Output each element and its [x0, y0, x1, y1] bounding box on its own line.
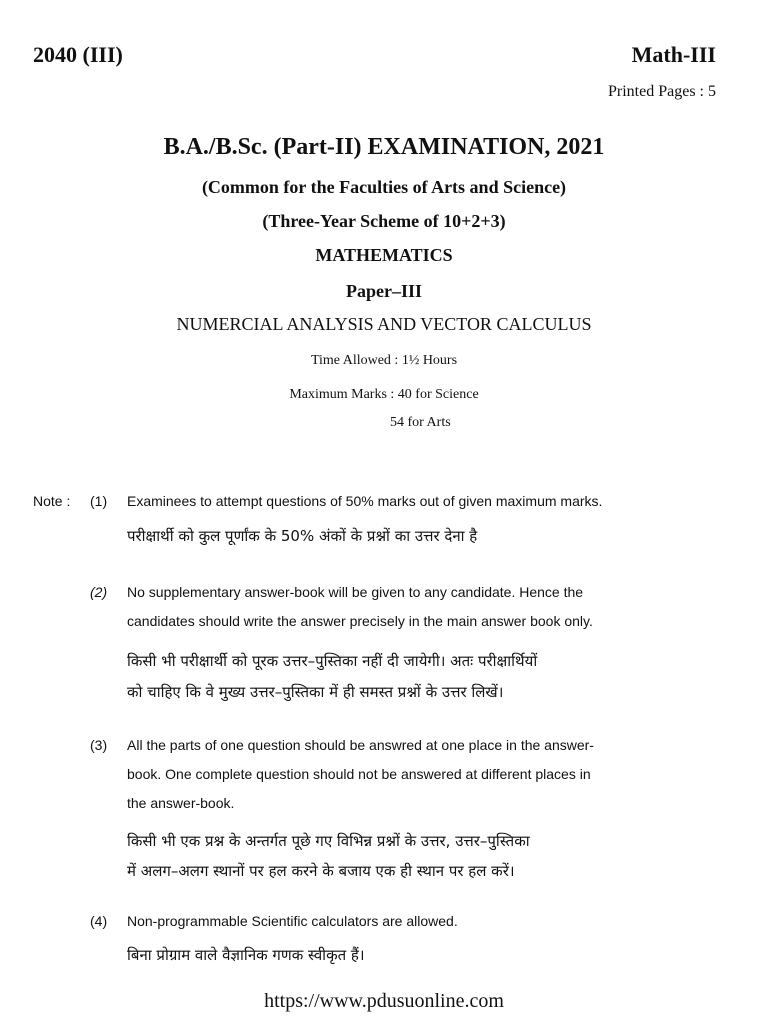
note-number: (3): [90, 737, 108, 753]
scheme-line: (Three-Year Scheme of 10+2+3): [262, 211, 506, 231]
note-hi-line: परीक्षार्थी को कुल पूर्णांक के 50% अंकों के प्रश्नों का उत्तर देना है: [127, 527, 478, 545]
paper-number: Paper–III: [346, 281, 422, 301]
footer-url[interactable]: https://www.pdusuonline.com: [264, 990, 504, 1012]
note-number: (2): [90, 584, 108, 600]
note-number: (4): [90, 913, 108, 929]
note-hi-line: किसी भी एक प्रश्न के अन्तर्गत पूछे गए विभिन्न प्रश्नों के उत्तर, उत्तर–पुस्तिका: [127, 832, 530, 850]
note-hi-line: किसी भी परीक्षार्थी को पूरक उत्तर–पुस्तिका नहीं दी जायेगी। अतः परीक्षार्थियों: [127, 652, 538, 670]
faculties-line: (Common for the Faculties of Arts and Science): [201, 177, 567, 197]
note-en-line: the answer-book.: [127, 795, 235, 811]
note-en-line: All the parts of one question should be answred at one place in the answer-: [127, 737, 594, 753]
note-label: Note :: [33, 493, 71, 509]
subject-title: MATHEMATICS: [315, 245, 453, 265]
note-hi-line: को चाहिए कि वे मुख्य उत्तर–पुस्तिका में ही समस्त प्रश्नों के उत्तर लिखें।: [127, 683, 504, 701]
time-allowed: Time Allowed : 1½ Hours: [310, 353, 458, 368]
paper-code: 2040 (III): [33, 42, 123, 67]
note-en-line: Examinees to attempt questions of 50% marks out of given maximum marks.: [127, 493, 603, 509]
note-en-line: candidates should write the answer precisely in the main answer book only.: [127, 613, 593, 629]
max-marks-arts: 54 for Arts: [390, 415, 451, 430]
max-marks-science: Maximum Marks : 40 for Science: [289, 387, 479, 402]
subject-code: Math-III: [631, 42, 716, 67]
exam-title: B.A./B.Sc. (Part-II) EXAMINATION, 2021: [163, 134, 605, 160]
note-en-line: No supplementary answer-book will be given to any candidate. Hence the: [127, 584, 584, 600]
paper-title: NUMERCIAL ANALYSIS AND VECTOR CALCULUS: [176, 314, 592, 334]
note-en-line: Non-programmable Scientific calculators are allowed.: [127, 913, 458, 929]
note-number: (1): [90, 493, 108, 509]
note-en-line: book. One complete question should not be answered at different places in: [127, 766, 591, 782]
note-hi-line: बिना प्रोग्राम वाले वैज्ञानिक गणक स्वीकृत हैं।: [127, 946, 365, 964]
note-hi-line: में अलग–अलग स्थानों पर हल करने के बजाय एक ही स्थान पर हल करें।: [127, 862, 515, 880]
printed-pages: Printed Pages : 5: [608, 83, 716, 100]
